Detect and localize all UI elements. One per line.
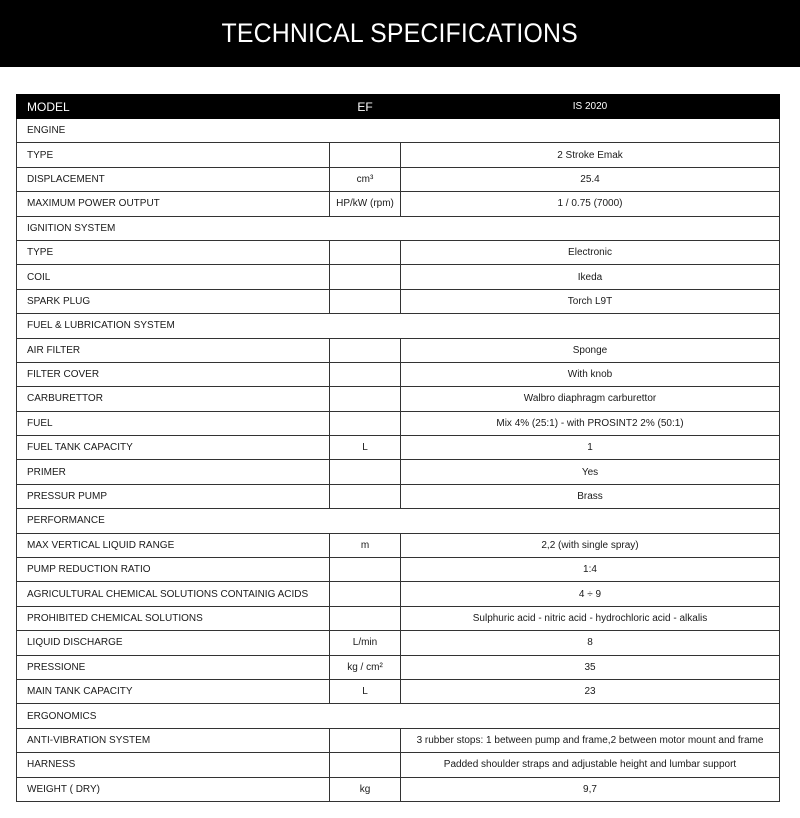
spec-value: 23: [401, 679, 780, 703]
table-row: [17, 606, 780, 630]
table-row: [17, 167, 780, 191]
spec-table: [16, 94, 780, 802]
spec-label: PROHIBITED CHEMICAL SOLUTIONS: [17, 606, 330, 630]
spec-label: HARNESS: [17, 753, 330, 777]
table-row: [17, 192, 780, 216]
spec-unit: [330, 240, 401, 264]
table-row: [17, 143, 780, 167]
table-row: [17, 289, 780, 313]
spec-unit: L: [330, 679, 401, 703]
table-row: [17, 362, 780, 386]
spec-label: PRIMER: [17, 460, 330, 484]
table-row: [17, 484, 780, 508]
table-row: [17, 338, 780, 362]
spec-value: Ikeda: [401, 265, 780, 289]
spec-value: 35: [401, 655, 780, 679]
spec-label: DISPLACEMENT: [17, 167, 330, 191]
table-header-row: [17, 95, 780, 119]
spec-value: Torch L9T: [401, 289, 780, 313]
spec-value: Walbro diaphragm carburettor: [401, 387, 780, 411]
section-row: [17, 119, 780, 143]
table-row: [17, 265, 780, 289]
spec-label: LIQUID DISCHARGE: [17, 631, 330, 655]
table-row: [17, 777, 780, 801]
spec-value: Mix 4% (25:1) - with PROSINT2 2% (50:1): [401, 411, 780, 435]
section-label: IGNITION SYSTEM: [17, 216, 780, 240]
spec-unit: [330, 484, 401, 508]
spec-label: COIL: [17, 265, 330, 289]
spec-unit: HP/kW (rpm): [330, 192, 401, 216]
header-unit: EF: [330, 95, 401, 119]
spec-unit: m: [330, 533, 401, 557]
spec-value: Sponge: [401, 338, 780, 362]
table-row: [17, 753, 780, 777]
spec-label: PUMP REDUCTION RATIO: [17, 558, 330, 582]
spec-label: AIR FILTER: [17, 338, 330, 362]
spec-value: 3 rubber stops: 1 between pump and frame,2 between motor mount and frame: [401, 728, 780, 752]
section-row: [17, 216, 780, 240]
spec-label: FUEL TANK CAPACITY: [17, 436, 330, 460]
spec-value: With knob: [401, 362, 780, 386]
spec-label: MAXIMUM POWER OUTPUT: [17, 192, 330, 216]
table-row: [17, 631, 780, 655]
table-row: [17, 679, 780, 703]
spec-unit: L/min: [330, 631, 401, 655]
header-value: IS 2020: [401, 95, 780, 119]
table-row: [17, 533, 780, 557]
spec-value: Yes: [401, 460, 780, 484]
spec-value: Brass: [401, 484, 780, 508]
spec-label: PRESSIONE: [17, 655, 330, 679]
spec-value: 9,7: [401, 777, 780, 801]
spec-label: ANTI-VIBRATION SYSTEM: [17, 728, 330, 752]
spec-unit: [330, 582, 401, 606]
spec-value: 1: [401, 436, 780, 460]
spec-label: TYPE: [17, 143, 330, 167]
spec-unit: L: [330, 436, 401, 460]
table-row: [17, 655, 780, 679]
spec-unit: [330, 753, 401, 777]
header-model: MODEL: [17, 95, 330, 119]
page-title: TECHNICAL SPECIFICATIONS: [221, 18, 579, 48]
spec-value: 2 Stroke Emak: [401, 143, 780, 167]
table-row: [17, 558, 780, 582]
table-row: [17, 411, 780, 435]
spec-value: Electronic: [401, 240, 780, 264]
table-row: [17, 460, 780, 484]
section-label: PERFORMANCE: [17, 509, 780, 533]
spec-label: PRESSUR PUMP: [17, 484, 330, 508]
spec-value: 25.4: [401, 167, 780, 191]
spec-label: CARBURETTOR: [17, 387, 330, 411]
spec-unit: [330, 411, 401, 435]
section-label: ERGONOMICS: [17, 704, 780, 728]
spec-unit: [330, 558, 401, 582]
table-row: [17, 582, 780, 606]
table-row: [17, 728, 780, 752]
spec-unit: [330, 460, 401, 484]
title-bar: [0, 0, 800, 67]
spec-unit: [330, 338, 401, 362]
section-label: ENGINE: [17, 119, 780, 143]
spec-unit: kg: [330, 777, 401, 801]
spec-label: SPARK PLUG: [17, 289, 330, 313]
spec-label: AGRICULTURAL CHEMICAL SOLUTIONS CONTAINIG ACIDS: [17, 582, 330, 606]
spec-value: Sulphuric acid - nitric acid - hydrochloric acid - alkalis: [401, 606, 780, 630]
section-row: [17, 704, 780, 728]
spec-unit: [330, 362, 401, 386]
spec-value: 8: [401, 631, 780, 655]
spec-value: 2,2 (with single spray): [401, 533, 780, 557]
spec-unit: [330, 143, 401, 167]
spec-unit: [330, 387, 401, 411]
spec-unit: cm³: [330, 167, 401, 191]
spec-value: 1 / 0.75 (7000): [401, 192, 780, 216]
table-row: [17, 240, 780, 264]
spec-unit: [330, 289, 401, 313]
spec-unit: [330, 265, 401, 289]
spec-label: FILTER COVER: [17, 362, 330, 386]
spec-label: WEIGHT ( DRY): [17, 777, 330, 801]
spec-unit: [330, 606, 401, 630]
spec-label: FUEL: [17, 411, 330, 435]
spec-label: MAX VERTICAL LIQUID RANGE: [17, 533, 330, 557]
spec-value: 1:4: [401, 558, 780, 582]
table-row: [17, 436, 780, 460]
table-row: [17, 387, 780, 411]
spec-value: Padded shoulder straps and adjustable height and lumbar support: [401, 753, 780, 777]
spec-label: TYPE: [17, 240, 330, 264]
spec-unit: kg / cm²: [330, 655, 401, 679]
spec-unit: [330, 728, 401, 752]
spec-value: 4 ÷ 9: [401, 582, 780, 606]
section-label: FUEL & LUBRICATION SYSTEM: [17, 314, 780, 338]
section-row: [17, 314, 780, 338]
spec-label: MAIN TANK CAPACITY: [17, 679, 330, 703]
section-row: [17, 509, 780, 533]
